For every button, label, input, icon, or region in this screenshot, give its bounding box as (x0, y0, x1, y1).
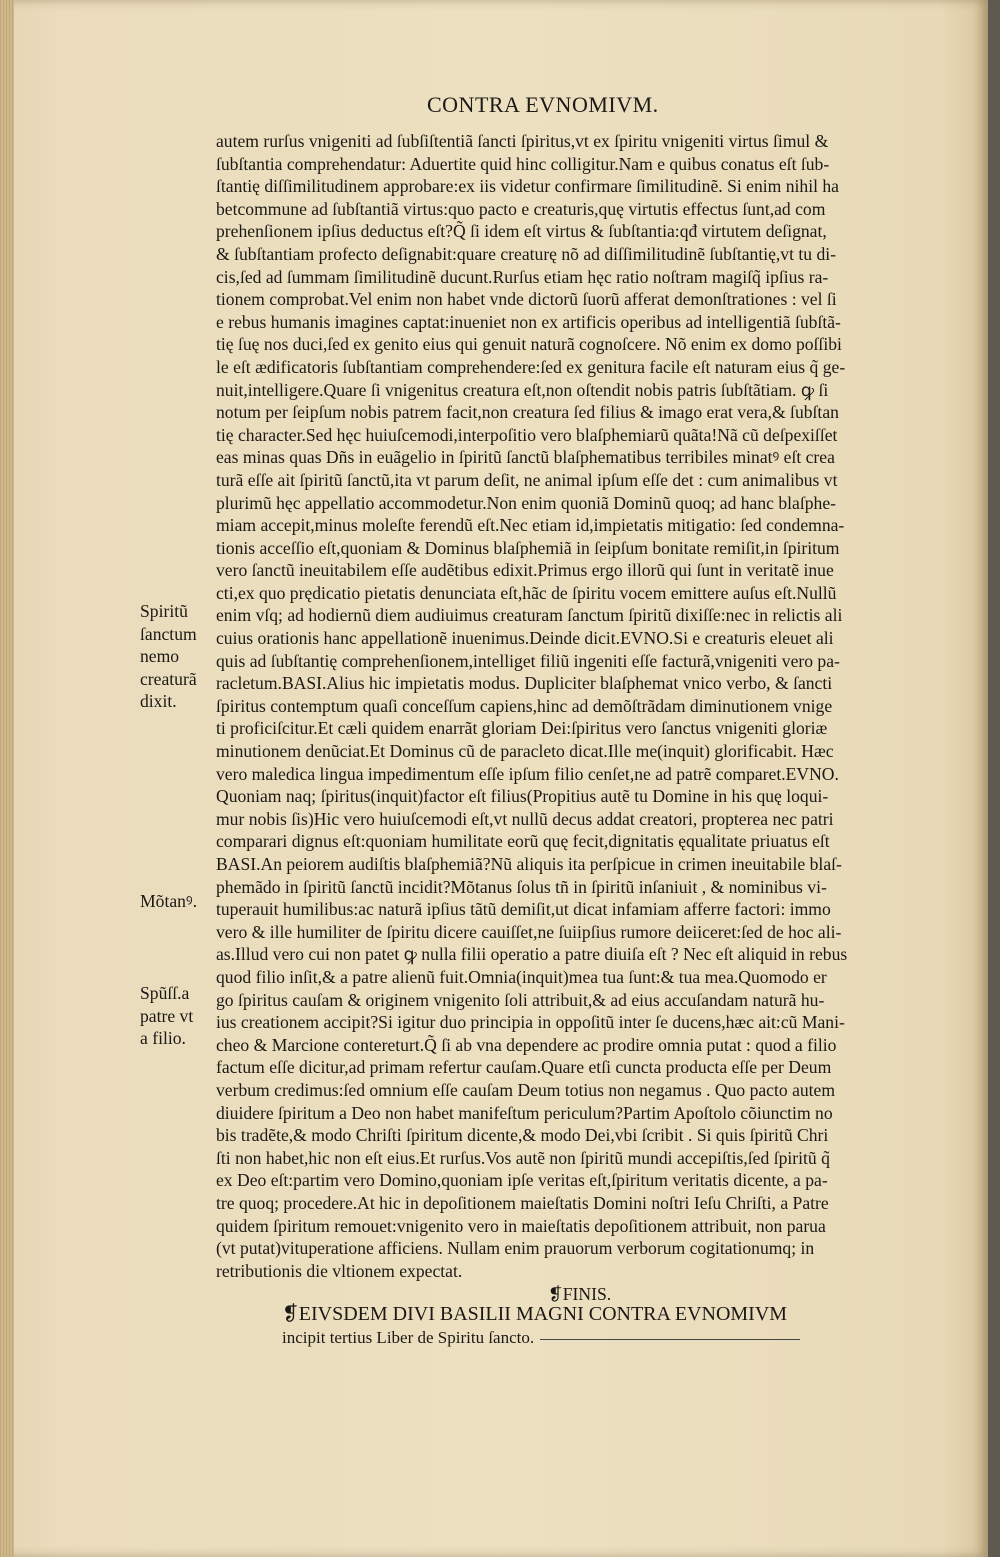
text-line: tionis acceſſio eſt,quoniam & Dominus blaſphemiã in ſeipſum bonitate remiſit,in ſpiritum (216, 537, 840, 558)
text-line: quidem ſpiritum remouet:vnigenito vero in maieſtatis depoſitionem attribuit, non parua (216, 1215, 826, 1236)
text-line: turã eſſe ait ſpiritũ ſanctũ,ita vt parum deſit, ne animal ipſum eſſe det : cum animalibus vt (216, 469, 838, 490)
page-stack-edge (0, 0, 14, 1557)
text-line: nuit,intelligere.Quare ſi vnigenitus creatura eſt,non oſtendit nobis patris ſubſtãtiam. ꝙ ſi (216, 379, 829, 400)
margin-note-line: creaturã (140, 668, 197, 689)
text-line: vero & ille humiliter de ſpiritu dicere cauiſſet,ne ſuiipſius rumore deiiceret:ſed de hoc ali- (216, 921, 842, 942)
text-line: tię character.Sed hęc huiuſcemodi,interpoſitio vero blaſphemiarũ quãta!Nã cũ deſpexiſſet (216, 424, 838, 445)
text-line: diuidere ſpiritum a Deo non habet manifeſtum periculum?Partim Apoſtolo cõiunctim no (216, 1102, 833, 1123)
text-line: as.Illud vero cui non patet ꝙ nulla filii operatio a patre diuiſa eſt ? Nec eſt aliquid in rebus (216, 944, 848, 965)
text-line: cuius orationis hanc appellationẽ inuenimus.Deinde dicit.EVNO.Si e creaturis eleuet ali (216, 628, 834, 649)
text-line: tię ſuę nos duci,ſed ex genito eius qui genuit naturã cognoſcere. Nõ enim ex domo poſſibi (216, 334, 842, 355)
text-line: e rebus humanis imagines captat:inueniet non ex artificis operibus ad intelligentiã ſubſtã- (216, 311, 841, 332)
text-line: ſtantię diſſimilitudinem approbare:ex iis videtur confirmare ſimilitudinẽ. Si enim nihil ha (216, 176, 839, 197)
colophon-subtitle-row (282, 1326, 922, 1350)
finis-label: ❡FINIS. (548, 1284, 612, 1304)
margin-note-line: ſanctum (140, 623, 197, 644)
text-line: verbum credimus:ſed omnium eſſe cauſam Deum totius non negamus . Quo pacto autem (216, 1079, 836, 1100)
text-line: vero ſanctũ ineuitabilem eſſe audẽtibus edixit.Primus ergo illorũ qui ſunt in veritatẽ inue (216, 560, 834, 581)
text-line: quod filio inſit,& a patre alienũ fuit.Omnia(inquit)mea tua ſunt:& tua mea.Quomodo er (216, 966, 827, 987)
margin-note-line: nemo (140, 646, 180, 666)
text-line: & ſubſtantiam profecto deſignabit:quare creaturę nõ ad diſſimilitudinẽ ſubſtantię,vt tu di- (216, 243, 837, 264)
body-text (216, 130, 956, 1282)
text-line: racletum.BASI.Alius hic impietatis modus. Dupliciter blaſphemat vnico verbo, & ſancti (216, 673, 833, 694)
text-line: cti,ex quo prędicatio pietatis denunciata eſt,hãc de ſpiritu vocem emittere auſus eſt.Nullũ (216, 582, 837, 603)
text-line: phemãdo in ſpiritũ ſanctũ incidit?Mõtanus ſolus tñ in ſpiritũ inſaniuit , & nominibus vi- (216, 876, 827, 897)
text-line: BASI.An peiorem audiſtis blaſphemiã?Nũ aliquis ita perſpicue in crimen ineuitabile blaſ- (216, 854, 842, 874)
margin-note-line: a filio. (140, 1028, 186, 1048)
text-line: tuperauit humilibus:ac naturã ipſius tãtũ demiſit,ut dicat infamiam afferre factori: immo (216, 899, 831, 920)
text-line: vero maledica lingua impedimentum eſſe ipſum filio cenſet,ne ad patrẽ comparet.EVNO. (216, 763, 839, 784)
text-line: plurimũ hęc appellatio accommodetur.Non enim quoniã Dominũ quoq; ad hanc blaſphe- (216, 492, 837, 513)
text-line: mur nobis ſis)Hic vero huiuſcemodi eſt,vt nullũ decus addat creatori, propterea nec patri (216, 808, 834, 829)
margin-note-line: dixit. (140, 691, 177, 711)
text-line: cis,ſed ad ſummam ſimilitudinẽ ducunt.Rurſus etiam hęc ratio noſtram magiſq̃ ipſius ra- (216, 266, 829, 287)
binding-gutter (988, 0, 1000, 1557)
text-line: autem rurſus vnigeniti ad ſubſiſtentiã ſancti ſpiritus,vt ex ſpiritu vnigeniti virtus ſimul & (216, 131, 829, 151)
text-line: cheo & Marcione contereturt.Q̃ ſi ab vna dependere ac prodire omnia putat : quod a filio (216, 1034, 837, 1055)
text-line: ex Deo eſt:partim vero Domino,quoniam ipſe veritas eſt,ſpiritum veritatis dicente, a pa- (216, 1170, 828, 1191)
text-line: ſubſtantia comprehendatur: Aduertite quid hinc colligitur.Nam e quibus conatus eſt ſub- (216, 153, 830, 174)
text-line: ti proficiſcitur.Et cæli quidem enarrãt gloriam Dei:ſpiritus vero ſanctus vnigeniti gloriæ (216, 718, 828, 739)
colophon-rule (540, 1339, 800, 1340)
colophon-title: ❡EIVSDEM DIVI BASILII MAGNI CONTRA EVNOMIVM (282, 1303, 788, 1325)
text-line: comparari dignus eſt:quoniam humilitate eorũ quę fecit,dignitatis ęqualitate priuatus eſt (216, 831, 830, 852)
text-line: go ſpiritus cauſam & originem vnigenito ſoli attribuit,& ad eius accuſandam naturã hu- (216, 989, 825, 1010)
colophon (282, 1302, 922, 1350)
text-line: enim vſq; ad hodiernũ diem audiuimus creaturam ſanctum ſpiritũ dixiſſe:nec in relictis ali (216, 605, 843, 626)
margin-note-line: patre vt (140, 1005, 194, 1026)
text-line: tre quoq; procedere.At hic in depoſitionem maieſtatis Domini noſtri Ieſu Chriſti, a Patre (216, 1192, 829, 1213)
margin-note-montanus (140, 890, 220, 913)
text-line: eas minas quas Dñs in euãgelio in ſpiritũ ſanctũ blaſphematibus terribiles minatꝰ eſt crea (216, 447, 835, 468)
margin-note-line: Spiritũ (140, 601, 188, 621)
text-line: (vt putat)vituperatione afficiens. Nullam enim prauorum verborum cogitationumq; in (216, 1238, 815, 1259)
margin-note-spus (140, 982, 220, 1050)
text-line: le eſt ædificatoris ſubſtantiam comprehendere:ſed ex genitura facile eſt naturam eius q̃ ge- (216, 356, 846, 377)
margin-note-line: Mõtanꝰ. (140, 891, 198, 911)
text-line: Quoniam naq; ſpiritus(inquit)factor eſt filius(Propitius autẽ tu Domine in his quę loqui- (216, 786, 829, 807)
text-line: prehenſionem ipſius deductus eſt?Q̃ ſi idem eſt virtus & ſubſtantia:qđ virtutem deſignat, (216, 221, 827, 242)
text-line: ſti non habet,hic non eſt eius.Et rurſus.Vos autẽ non ſpiritũ mundi accepiſtis,ſed ſpiritũ q̃ (216, 1147, 830, 1168)
margin-note-spiritum (140, 600, 220, 713)
text-line: ius creationem accipit?Si igitur duo principia in oppoſitũ inter ſe ducens,hæc ait:cũ Mani- (216, 1012, 845, 1033)
text-line: quis ad ſubſtantię comprehenſionem,intelliget filiũ ingeniti eſſe facturã,vnigeniti vero pa- (216, 650, 840, 671)
text-line: factum eſſe dicitur,ad primam refertur cauſam.Quare etſi cuncta producta eſſe per Deum (216, 1057, 832, 1078)
text-line: tionem comprobat.Vel enim non habet vnde dictorũ ſuorũ afferat demonſtrationes : vel ſi (216, 289, 837, 310)
colophon-subtitle: incipit tertius Liber de Spiritu ſancto. (282, 1328, 535, 1347)
text-line: bis tradẽte,& modo Chriſti ſpiritum dicente,& modo Dei,vbi ſcribit . Si quis ſpiritũ Chri (216, 1125, 829, 1146)
text-line: notum per ſeipſum nobis patrem facit,non creatura ſed filius & imago erat vera,& ſubſtan (216, 402, 839, 423)
text-line: betcommune ad ſubſtantiã virtus:quo pacto e creaturis,quę virtutis effectus ſunt,ad com (216, 198, 826, 219)
margin-note-line: Spũſſ.a (140, 983, 190, 1003)
text-line: ſpiritus contemptum quaſi conceſſum capiens,hinc ad demõſtrãdam diminutionem vnige (216, 695, 833, 716)
text-line: retributionis die vltionem expectat. (216, 1260, 463, 1281)
text-line: miam accepit,minus moleſte ferendũ eſt.Nec etiam id,impietatis mitigatio: ſed condemna- (216, 515, 845, 536)
text-line: minutionem denũciat.Et Dominus cũ de paracleto dicat.Ille me(inquit) glorificabit. Hæc (216, 741, 834, 762)
running-head: CONTRA EVNOMIVM. (427, 92, 659, 117)
